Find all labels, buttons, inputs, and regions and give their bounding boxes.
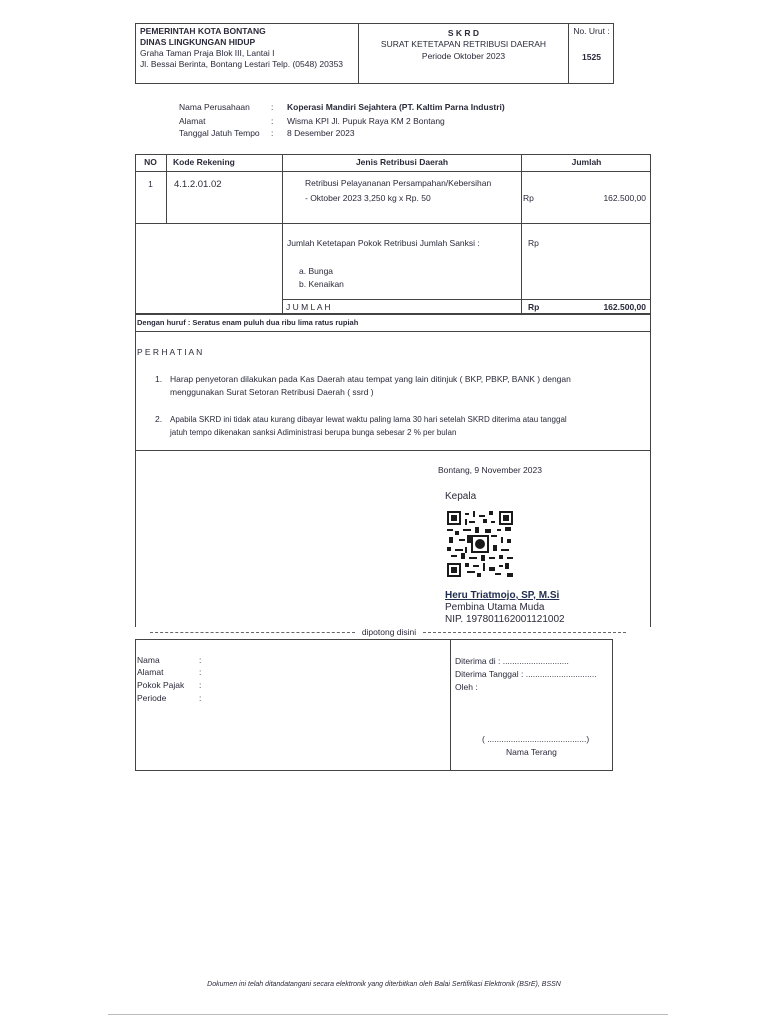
receipt-colon-3: : bbox=[199, 680, 202, 690]
amount-in-words: Dengan huruf : Seratus enam puluh dua ribu lima ratus rupiah bbox=[137, 318, 359, 327]
receipt-colon-2: : bbox=[199, 667, 202, 677]
receipt-label-address: Alamat bbox=[137, 667, 164, 677]
company-address-colon: : bbox=[271, 116, 274, 126]
total-currency: Rp bbox=[528, 302, 540, 312]
number-value: 1525 bbox=[582, 52, 601, 62]
th-no: NO bbox=[144, 157, 157, 167]
total-amount: 162.500,00 bbox=[603, 302, 646, 312]
footer-note: Dokumen ini telah ditandatangani secara elektronik yang diterbitkan oleh Balai Sertifikasi Elektronik (BSrE), BSSN bbox=[207, 981, 561, 988]
qr-code-icon bbox=[447, 511, 513, 577]
agency-line-2: DINAS LINGKUNGAN HIDUP bbox=[140, 37, 256, 47]
company-address-label: Alamat bbox=[179, 116, 206, 126]
cut-line-label: dipotong disini bbox=[361, 627, 417, 637]
row-no: 1 bbox=[148, 179, 153, 189]
company-due-value: 8 Desember 2023 bbox=[287, 128, 355, 138]
number-label: No. Urut : bbox=[573, 26, 610, 36]
sign-position: Kepala bbox=[445, 491, 477, 502]
th-code: Kode Rekening bbox=[173, 157, 235, 167]
table-total-top bbox=[282, 299, 651, 300]
th-amount: Jumlah bbox=[571, 157, 602, 167]
row-currency: Rp bbox=[523, 193, 534, 203]
company-address-value: Wisma KPI Jl. Pupuk Raya KM 2 Bontang bbox=[287, 116, 445, 126]
company-due-colon: : bbox=[271, 128, 274, 138]
receipt-clear-name: Nama Terang bbox=[506, 747, 557, 757]
notice-item-2-line-2: jatuh tempo dikenakan sanksi Adiministrasi berupa bunga sebesar 2 % per bulan bbox=[170, 428, 457, 437]
signer-rank: Pembina Utama Muda bbox=[445, 602, 545, 613]
notice-item-1-line-1: Harap penyetoran dilakukan pada Kas Daerah atau tempat yang lain ditinjuk ( BKP, PBKP, BANK ) dengan bbox=[170, 374, 571, 384]
receipt-sign-placeholder: ( ..........................................) bbox=[482, 734, 590, 744]
footer-rule bbox=[108, 1014, 668, 1015]
col-divider-no bbox=[166, 154, 167, 223]
notice-item-2-no: 2. bbox=[155, 414, 163, 424]
receipt-received-at: Diterima di : ............................ bbox=[455, 656, 569, 666]
row-amount: 162.500,00 bbox=[603, 193, 646, 203]
row-desc-2: - Oktober 2023 3,250 kg x Rp. 50 bbox=[305, 193, 431, 203]
doc-code: S K R D bbox=[447, 28, 480, 38]
agency-line-3: Graha Taman Praja Blok III, Lantai I bbox=[140, 48, 275, 58]
receipt-label-tax: Pokok Pajak bbox=[137, 680, 185, 690]
receipt-label-period: Periode bbox=[137, 693, 167, 703]
sanction-interest: a. Bunga bbox=[299, 266, 334, 276]
agency-line-4: Jl. Bessai Berinta, Bontang Lestari Telp. (0548) 20353 bbox=[140, 59, 344, 69]
doc-title: SURAT KETETAPAN RETRIBUSI DAERAH bbox=[380, 39, 547, 49]
notice-item-1-no: 1. bbox=[155, 374, 163, 384]
company-name-colon: : bbox=[271, 102, 274, 112]
receipt-received-date: Diterima Tanggal : .............................. bbox=[455, 669, 597, 679]
receipt-divider bbox=[450, 639, 451, 771]
sig-right-border bbox=[650, 451, 651, 627]
sign-place-date: Bontang, 9 November 2023 bbox=[438, 465, 542, 475]
th-type: Jenis Retribusi Daerah bbox=[355, 157, 449, 167]
words-bottom bbox=[135, 331, 651, 332]
col-divider-code bbox=[282, 154, 283, 314]
company-name-label: Nama Perusahaan bbox=[179, 102, 250, 112]
company-name-value: Koperasi Mandiri Sejahtera (PT. Kaltim Parna Industri) bbox=[287, 102, 505, 112]
table-header-bottom bbox=[135, 171, 651, 172]
sig-left-border bbox=[135, 451, 136, 627]
notice-title: P E R H A T I A N bbox=[137, 347, 203, 357]
doc-period: Periode Oktober 2023 bbox=[421, 51, 506, 61]
receipt-colon-1: : bbox=[199, 655, 202, 665]
notice-item-1-line-2: menggunakan Surat Setoran Retribusi Daerah ( ssrd ) bbox=[170, 387, 374, 397]
sanction-label: Jumlah Ketetapan Pokok Retribusi Jumlah Sanksi : bbox=[287, 238, 480, 248]
agency-line-1: PEMERINTAH KOTA BONTANG bbox=[140, 26, 266, 36]
signer-name: Heru Triatmojo, SP, M.Si bbox=[445, 590, 560, 601]
table-row-bottom bbox=[135, 223, 651, 224]
col-divider-desc bbox=[521, 154, 522, 314]
cut-line-right bbox=[423, 632, 626, 633]
sanction-currency: Rp bbox=[528, 238, 539, 248]
company-due-label: Tanggal Jatuh Tempo bbox=[179, 128, 260, 138]
notice-item-2-line-1: Apabila SKRD ini tidak atau kurang dibayar lewat waktu paling lama 30 hari setelah SKRD diterima atau tanggal bbox=[170, 415, 567, 424]
receipt-colon-4: : bbox=[199, 693, 202, 703]
row-code: 4.1.2.01.02 bbox=[174, 179, 222, 190]
cut-line-left bbox=[150, 632, 355, 633]
row-desc-1: Retribusi Pelayananan Persampahan/Kebersihan bbox=[305, 178, 492, 188]
receipt-received-by: Oleh : bbox=[455, 682, 478, 692]
sanction-increase: b. Kenaikan bbox=[299, 279, 344, 289]
receipt-label-name: Nama bbox=[137, 655, 160, 665]
total-label: J U M L A H bbox=[286, 302, 331, 312]
signer-nip: NIP. 197801162001121002 bbox=[445, 614, 565, 625]
